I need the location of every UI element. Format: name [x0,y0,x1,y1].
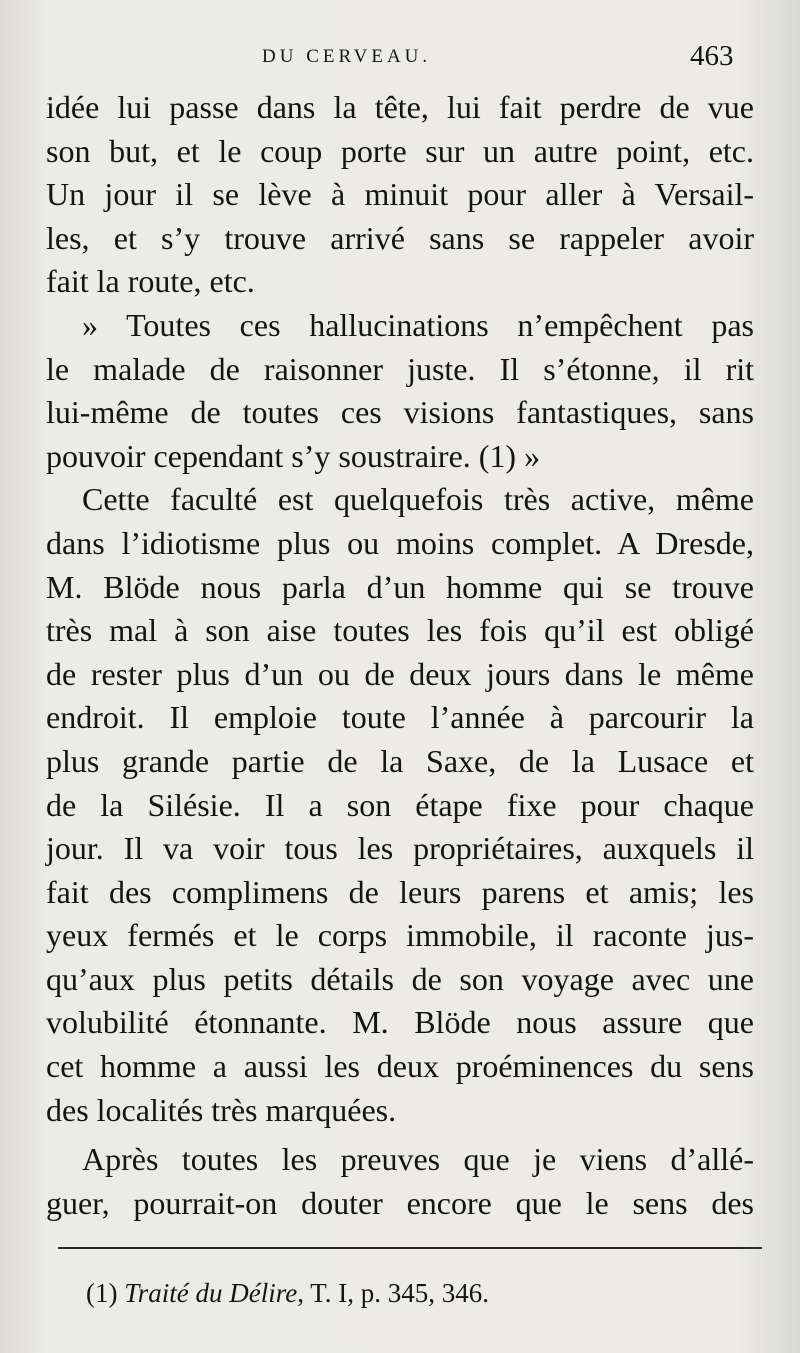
footnote-marker: (1) [86,1278,118,1308]
text-line: des localités très marquées. [46,1091,397,1128]
text-line: endroit. Il emploie toute l’année à parcourir la [46,699,754,736]
text-line: lui-même de toutes ces visions fantastiques, sans [46,394,754,431]
text-line: de la Silésie. Il a son étape fixe pour chaque [46,786,754,823]
text-line: dans l’idiotisme plus ou moins complet. A Dresde, [46,524,754,561]
text-line: cet homme a aussi les deux proéminences du sens [46,1048,754,1085]
text-line: plus grande partie de la Saxe, de la Lusace et [46,742,754,779]
text-line: Cette faculté est quelquefois très active, même [82,481,754,518]
text-line: Un jour il se lève à minuit pour aller à Versail- [46,176,754,213]
text-line: de rester plus d’un ou de deux jours dans le même [46,655,754,692]
text-line: fait des complimens de leurs parens et amis; les [46,873,754,910]
text-line: pouvoir cependant s’y soustraire. (1) » [46,437,541,474]
text-line: jour. Il va voir tous les propriétaires, auxquels il [46,830,754,867]
page-number: 463 [690,40,734,72]
footnote-divider [58,1247,762,1249]
text-line: fait la route, etc. [46,263,255,300]
footnote [86,1278,489,1309]
text-line: le malade de raisonner juste. Il s’étonne, il rit [46,350,754,387]
running-title: DU CERVEAU. [262,46,432,67]
text-line: guer, pourrait-on douter encore que le sens des [46,1184,754,1221]
text-line: yeux fermés et le corps immobile, il raconte jus- [46,917,754,954]
text-line: qu’aux plus petits détails de son voyage avec une [46,960,754,997]
text-line: volubilité étonnante. M. Blöde nous assure que [46,1004,754,1041]
text-line: M. Blöde nous parla d’un homme qui se trouve [46,568,754,605]
footnote-reference: , T. I, p. 345, 346. [297,1278,489,1308]
text-line: idée lui passe dans la tête, lui fait perdre de vue [46,89,754,125]
body-text [46,86,754,1225]
page-header [0,40,800,80]
text-line: très mal à son aise toutes les fois qu’il est obligé [46,612,754,649]
text-line: son but, et le coup porte sur un autre point, etc. [46,132,754,169]
footnote-title: Traité du Délire [124,1278,298,1308]
text-line: les, et s’y trouve arrivé sans se rappeler avoir [46,219,754,256]
text-line: » Toutes ces hallucinations n’empêchent pas [82,306,754,343]
text-line: Après toutes les preuves que je viens d’allé- [82,1141,754,1178]
